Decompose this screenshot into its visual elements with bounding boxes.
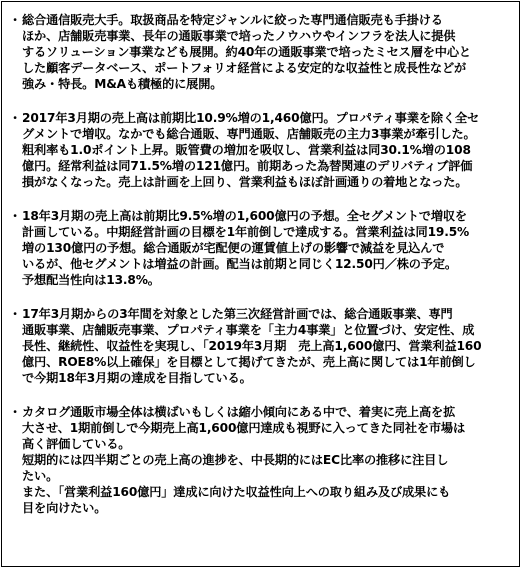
bullet-marker: ・ <box>9 405 22 419</box>
text-line: 予想配当性向は13.8%。 <box>22 273 160 287</box>
text-line: 億円、ROE8%以上確保」を目標として掲げてきたが、売上高に関しては1年前倒し <box>22 355 476 369</box>
document-frame <box>1 1 520 567</box>
text-line: 総合通信販売大手。取扱商品を特定ジャンルに絞った専門通信販売も手掛ける <box>22 13 443 27</box>
text-line: 短期的には四半期ごとの売上高の進捗を、中長期的にはEC比率の推移に注目し <box>22 453 449 467</box>
paragraph-market-evaluation <box>6 404 511 516</box>
text-line: カタログ通販市場全体は横ばいもしくは縮小傾向にある中で、着実に売上高を拡 <box>22 405 456 419</box>
section-management-plan <box>6 306 511 386</box>
bullet-marker: ・ <box>9 209 22 223</box>
section-fy2017-results <box>6 110 511 190</box>
text-line: グメントで増収。なかでも総合通販、専門通販、店舗販売の主力3事業が牽引した。 <box>22 127 476 141</box>
bullet-marker: ・ <box>9 307 22 321</box>
text-line: いるが、他セグメントは増益の計画。配当は前期と同じく12.50円／株の予定。 <box>22 257 457 271</box>
text-line: するソリューション事業なども展開。約40年の通販事業で培ったミセス層を中心と <box>22 45 471 59</box>
text-line: 通販事業、店舗販売事業、プロパティ事業を「主力4事業」と位置づけ、安定性、成 <box>22 323 475 337</box>
text-line: 増の130億円の予想。総合通販が宅配便の運賃値上げの影響で減益を見込んで <box>22 241 445 255</box>
text-line: 計画している。中期経営計画の目標を1年前倒しで達成する。営業利益は同19.5% <box>22 225 470 239</box>
text-line: 億円。経常利益は同71.5%増の121億円。前期あった為替関連のデリバティブ評価 <box>22 159 473 173</box>
text-line: たい。 <box>22 469 59 483</box>
text-line: で今期18年3月期の達成を目指している。 <box>22 371 252 385</box>
text-line: 高く評価している。 <box>22 437 131 451</box>
text-line: 粗利率も1.0ポイント上昇。販管費の増加を吸収し、営業利益は同30.1%増の108 <box>22 143 471 157</box>
paragraph-management-plan <box>6 306 511 386</box>
text-line: 大させ、1期前倒しで今期売上高1,600億円達成も視野に入ってきた同社を市場は <box>22 421 466 435</box>
text-line: 18年3月期の売上高は前期比9.5%増の1,600億円の予想。全セグメントで増収を <box>22 209 467 223</box>
section-fy2018-forecast <box>6 208 511 288</box>
document-body <box>6 12 511 534</box>
text-line: した顧客データベース、ポートフォリオ経営による安定的な収益性と成長性などが <box>22 61 467 75</box>
section-market-evaluation <box>6 404 511 516</box>
text-line: 17年3月期からの3年間を対象とした第三次経営計画では、総合通販事業、専門 <box>22 307 453 321</box>
paragraph-fy2017-results <box>6 110 511 190</box>
text-line: 強み・特長。M&Aも積極的に展開。 <box>22 77 223 91</box>
text-line: また、「営業利益160億円」達成に向けた収益性向上への取り組み及び成果にも <box>22 485 451 499</box>
text-line: 2017年3月期の売上高は前期比10.9%増の1,460億円。プロパティ事業を除く全セ <box>22 111 480 125</box>
section-company-overview <box>6 12 511 92</box>
text-line: 損がなくなった。売上は計画を上回り、営業利益もほぼ計画通りの着地となった。 <box>22 175 468 189</box>
bullet-marker: ・ <box>9 111 22 125</box>
paragraph-fy2018-forecast <box>6 208 511 288</box>
text-line: 長性、継続性、収益性を実現し、「2019年3月期 売上高1,600億円、営業利益160 <box>22 339 482 353</box>
bullet-marker: ・ <box>9 13 22 27</box>
text-line: ほか、店舗販売事業、長年の通販事業で培ったノウハウやインフラを法人に提供 <box>22 29 456 43</box>
text-line: 目を向けたい。 <box>22 501 107 515</box>
paragraph-company-overview <box>6 12 511 92</box>
